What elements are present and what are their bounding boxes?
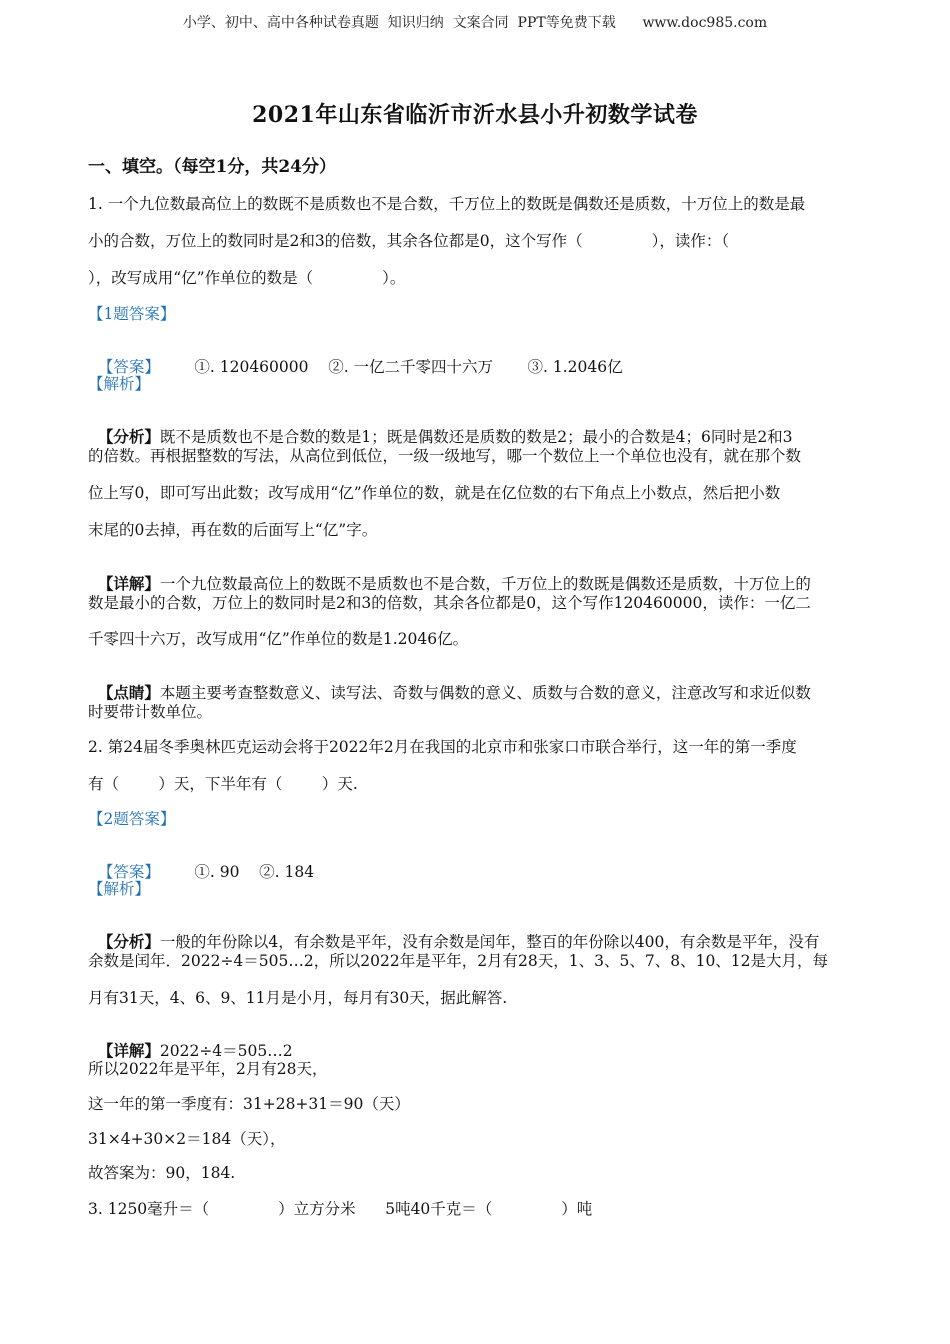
q1-fenxi-line-2: 的倍数。再根据整数的写法，从高位到低位，一级一级地写，哪一个数位上一个单位也没有，就在那个数 [88, 447, 802, 465]
q1-xiangjie-line-3: 千零四十六万，改写成用“亿”作单位的数是1.2046亿。 [88, 630, 469, 648]
xiangjie-text: 2022÷4＝505…2 [159, 1042, 293, 1060]
fenxi-label: 【分析】 [97, 932, 160, 951]
section-heading: 一、填空。（每空1分，共24分） [88, 157, 336, 177]
q2-solution-line-1: 所以2022年是平年，2月有28天， [88, 1060, 328, 1078]
q1-fenxi-line-3: 位上写0，即可写出此数；改写成用“亿”作单位的数，就是在亿位数的右下角点上小数点，然后把小数 [88, 484, 781, 502]
q2-solution-line-2: 这一年的第一季度有：31+28+31＝90（天） [88, 1095, 410, 1113]
fenxi-label: 【分析】 [97, 427, 160, 446]
q1-line-3: ），改写成用“亿”作单位的数是（ ）。 [88, 269, 406, 287]
page-header: 小学、初中、高中各种试卷真题 知识归纳 文案合同 PPT等免费下载 www.doc985.com [182, 15, 768, 31]
answer-label: 【答案】 [97, 358, 160, 376]
xiangjie-label: 【详解】 [97, 1041, 160, 1060]
q1-line-1: 1. 一个九位数最高位上的数既不是质数也不是合数，千万位上的数既是偶数还是质数，十万位上的数是最 [88, 195, 806, 213]
q2-solution-line-4: 故答案为：90，184. [88, 1164, 236, 1182]
q3-line-1: 3. 1250毫升＝（ ）立方分米 5吨40千克＝（ ）吨 [88, 1200, 593, 1218]
q2-line-1: 2. 第24届冬季奥林匹克运动会将于2022年2月在我国的北京市和张家口市联合举行，这一年的第一季度 [88, 738, 797, 756]
q2-answer [88, 842, 314, 882]
q2-solution-line-3: 31×4+30×2＝184（天）， [88, 1130, 286, 1148]
q1-line-2: 小的合数，万位上的数同时是2和3的倍数，其余各位都是0，这个写作（ ），读作：（ [88, 232, 730, 250]
q1-answer [88, 337, 623, 377]
q1-xiangjie-line-2: 数是最小的合数，万位上的数同时是2和3的倍数，其余各位都是0，这个写作120460000，读作：一亿二 [88, 594, 811, 612]
q1-dianjing-line-2: 时要带计数单位。 [88, 703, 213, 721]
dianjing-label: 【点睛】 [97, 683, 160, 702]
answer-label: 【答案】 [97, 863, 160, 881]
q1-fenxi-line-1 [88, 407, 793, 447]
q2-fenxi-line-3: 月有31天，4、6、9、11月是小月，每月有30天，据此解答. [88, 989, 508, 1007]
answer-text: ①. 120460000 ②. 一亿二千零四十六万 ③. 1.2046亿 [194, 358, 623, 376]
q1-xiangjie-line-1 [88, 554, 811, 594]
q2-fenxi-line-2: 余数是闰年．2022÷4＝505…2，所以2022年是平年，2月有28天，1、3、5、7、8、10、12是大月，每 [88, 952, 829, 970]
page-title: 2021年山东省临沂市沂水县小升初数学试卷 [252, 102, 698, 128]
q2-line-2: 有（ ）天，下半年有（ ）天. [88, 775, 358, 793]
dianjing-text: 本题主要考查整数意义、读写法、奇数与偶数的意义、质数与合数的意义，注意改写和求近似数 [159, 684, 811, 702]
q2-fenxi-line-1 [88, 912, 819, 952]
answer-text: ①. 90 ②. 184 [194, 863, 315, 881]
xiangjie-text: 一个九位数最高位上的数既不是质数也不是合数，千万位上的数既是偶数还是质数，十万位上的 [159, 575, 811, 593]
q1-analysis-heading: 【解析】 [88, 375, 151, 393]
q2-analysis-heading: 【解析】 [88, 880, 151, 898]
fenxi-text: 既不是质数也不是合数的数是1；既是偶数还是质数的数是2；最小的合数是4；6同时是2和3 [159, 428, 793, 446]
xiangjie-label: 【详解】 [97, 574, 160, 593]
q1-dianjing-line-1 [88, 663, 811, 703]
q2-answer-heading: 【2题答案】 [88, 810, 176, 828]
q1-answer-heading: 【1题答案】 [88, 305, 176, 323]
q2-xiangjie-line-1 [88, 1021, 293, 1061]
q1-fenxi-line-4: 末尾的0去掉，再在数的后面写上“亿”字。 [88, 521, 378, 539]
fenxi-text: 一般的年份除以4，有余数是平年，没有余数是闰年，整百的年份除以400，有余数是平年，没有 [159, 933, 820, 951]
